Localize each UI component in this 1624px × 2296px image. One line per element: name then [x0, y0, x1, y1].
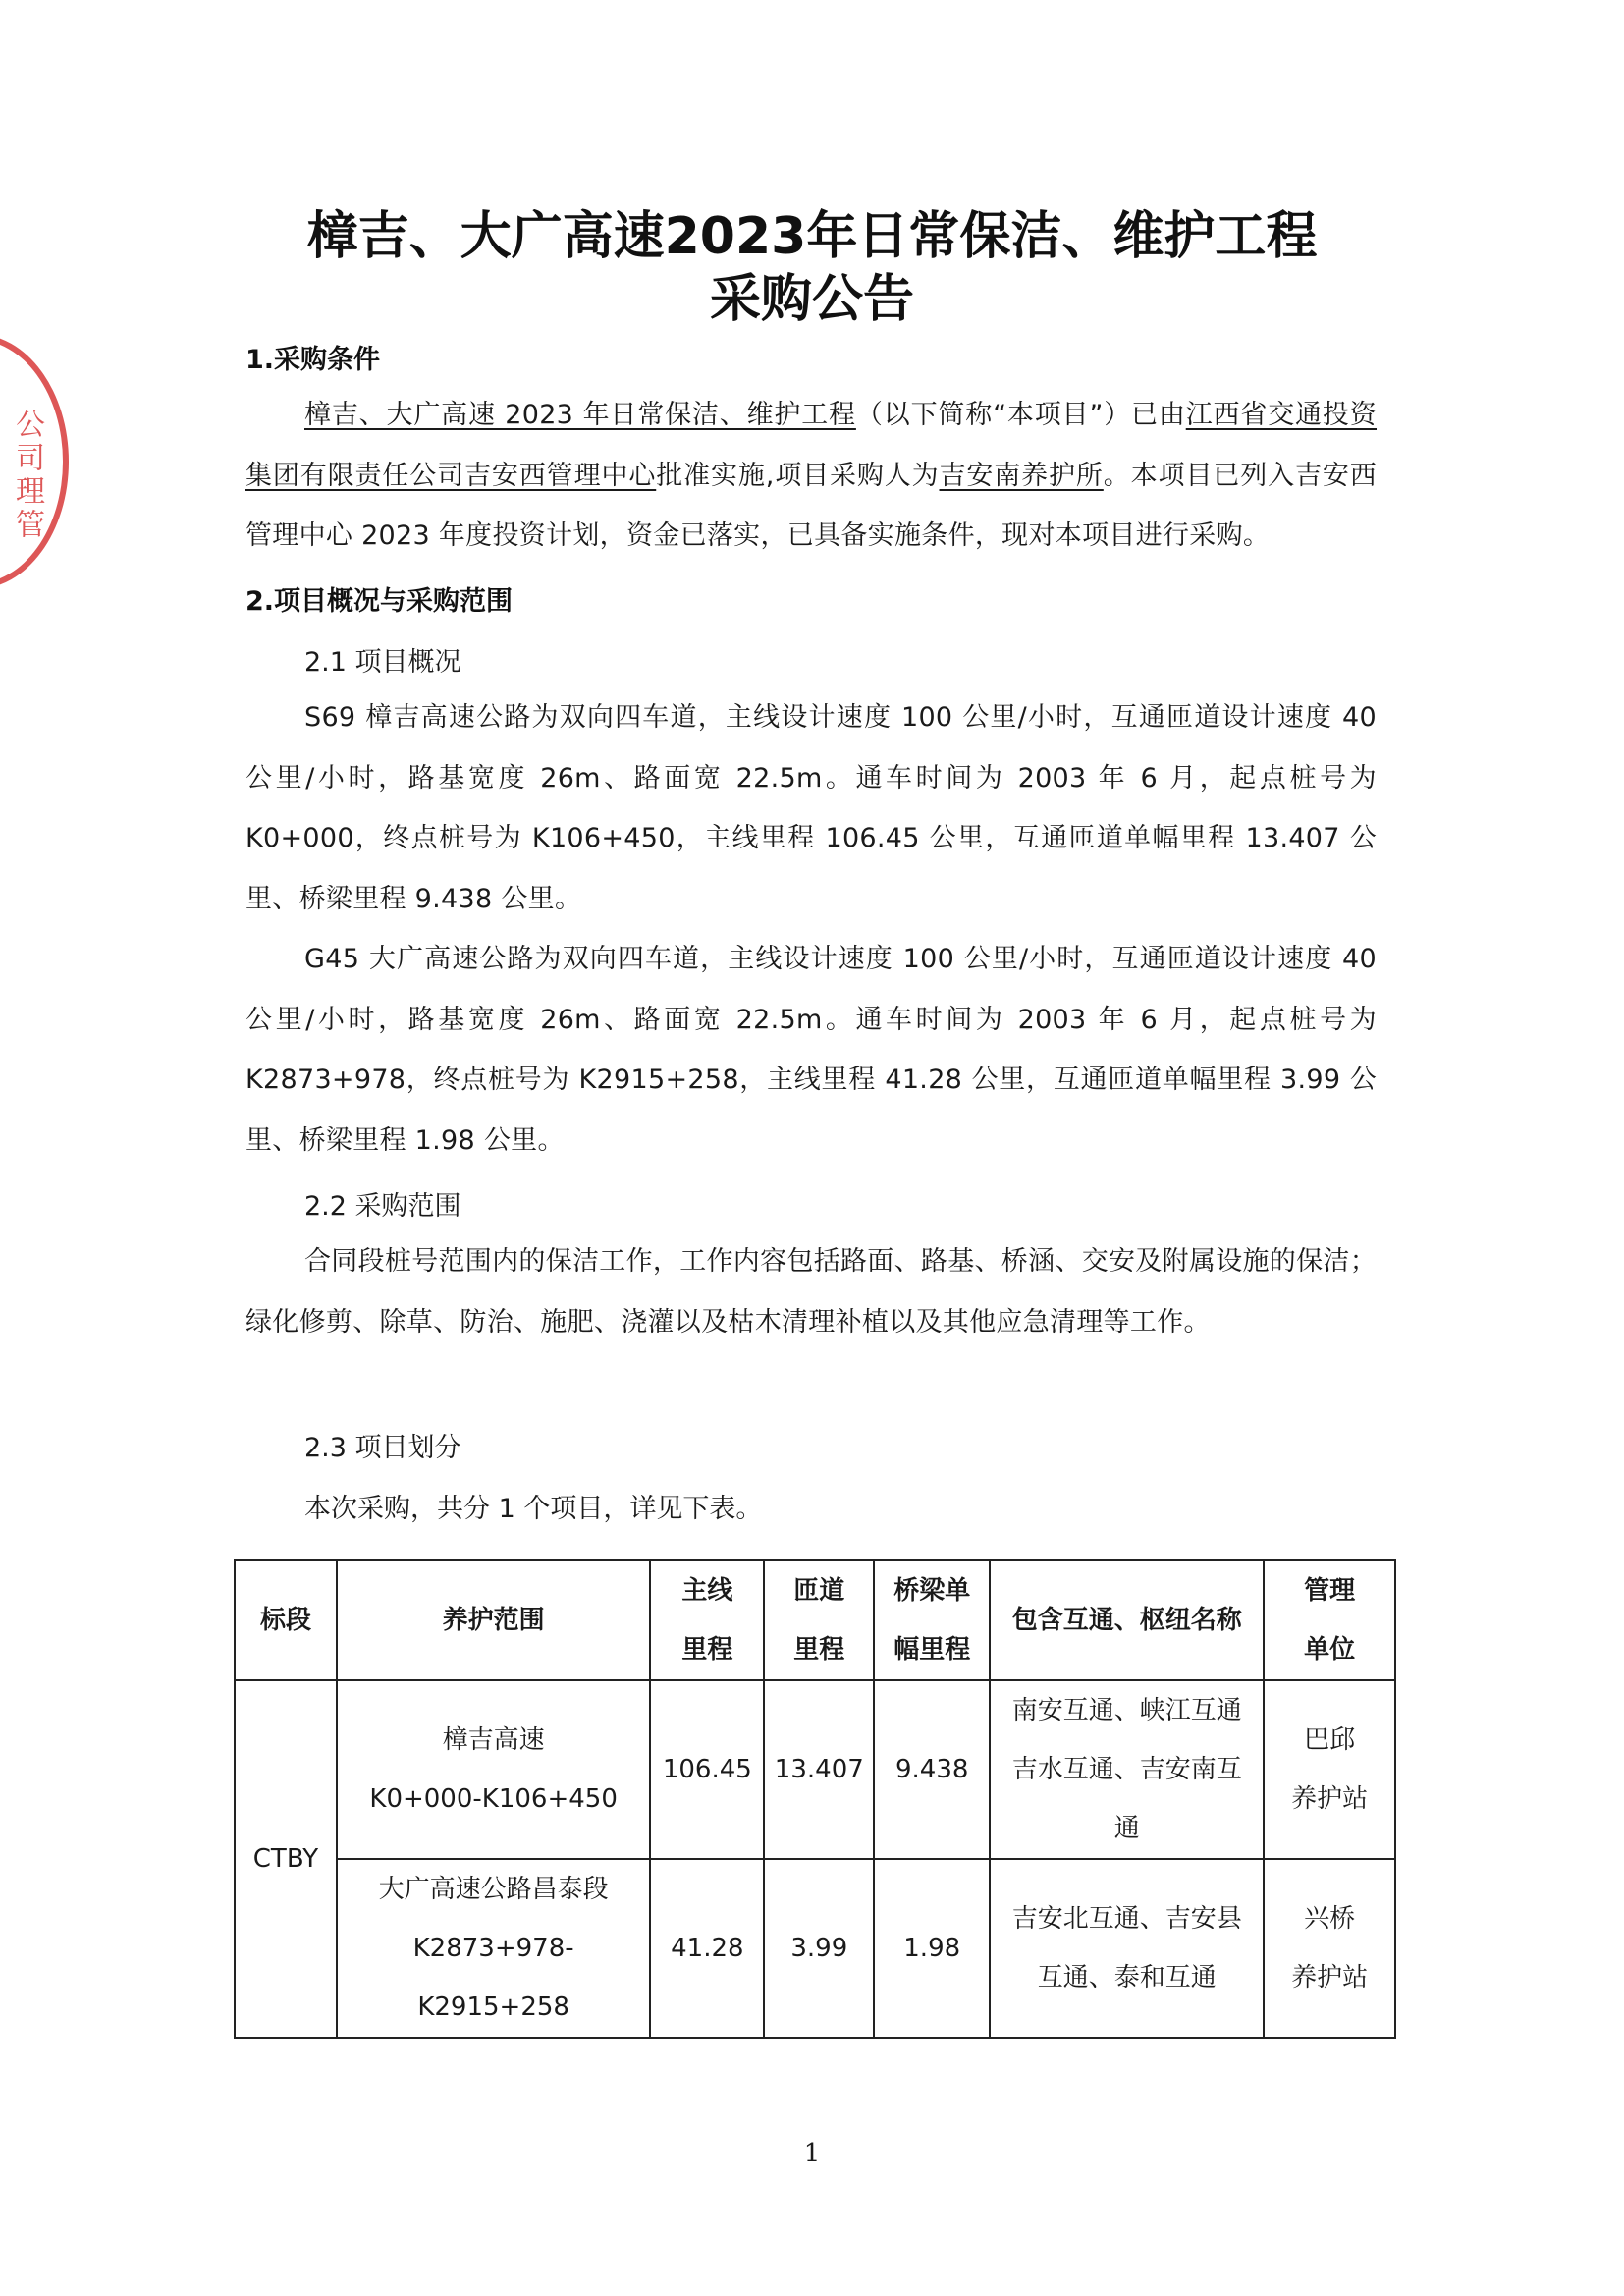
table-row	[235, 1859, 1395, 2038]
cell-main: 41.28	[650, 1859, 764, 2038]
subsection-2-3: 2.3 项目划分	[304, 1433, 461, 1463]
cell-ramp: 13.407	[764, 1680, 874, 1859]
section1-text-c: 。本项目已列入吉安西管理中心 2023 年度投资计划，资金已落实，已具备实施条件，现对本项目进行采购。	[245, 460, 1378, 551]
section1-text-a: （以下简称“本项目”）已由	[855, 400, 1186, 430]
purchaser-underlined: 吉安南养护所	[939, 460, 1104, 491]
paragraph-scope: 合同段桩号范围内的保洁工作，工作内容包括路面、路基、桥涵、交安及附属设施的保洁；绿化修剪、除草、防治、施肥、浇灌以及枯木清理补植以及其他应急清理等工作。	[245, 1246, 1377, 1338]
section1-paragraph	[245, 385, 1377, 567]
paragraph-s69: S69 樟吉高速公路为双向四车道，主线设计速度 100 公里/小时，互通匝道设计速度 40 公里/小时，路基宽度 26m、路面宽 22.5m。通车时间为 2003 年 6 月，起点桩号为 K0+000，终点桩号为 K106+450，主线里程 106.45 公里，互通匝道单幅里程 13.407 公里、桥梁里程 9.438 公里。	[245, 702, 1377, 914]
header-interchange: 包含互通、枢纽名称	[990, 1560, 1264, 1680]
seal-text: 公司理管	[10, 409, 44, 542]
cell-section-label: CTBY	[235, 1680, 337, 2038]
cell-interchange: 南安互通、峡江互通 吉水互通、吉安南互 通	[990, 1680, 1264, 1859]
project-division-table	[234, 1559, 1396, 2039]
cell-interchange: 吉安北互通、吉安县 互通、泰和互通	[990, 1859, 1264, 2038]
header-scope: 养护范围	[337, 1560, 650, 1680]
header-bridge-mileage: 桥梁单 幅里程	[874, 1560, 990, 1680]
cell-scope: 大广高速公路昌泰段 K2873+978-K2915+258	[337, 1859, 650, 2038]
paragraph-division: 本次采购，共分 1 个项目，详见下表。	[304, 1494, 763, 1524]
section2-heading: 2.项目概况与采购范围	[245, 586, 514, 617]
cell-bridge: 1.98	[874, 1859, 990, 2038]
project-name-underlined: 樟吉、大广高速 2023 年日常保洁、维护工程	[304, 400, 856, 430]
cell-scope: 樟吉高速 K0+000-K106+450	[337, 1680, 650, 1859]
section1-text-b: 批准实施,项目采购人为	[656, 460, 940, 491]
cell-main: 106.45	[650, 1680, 764, 1859]
header-section: 标段	[235, 1560, 337, 1680]
document-title-line2: 采购公告	[709, 270, 914, 329]
header-main-mileage: 主线 里程	[650, 1560, 764, 1680]
table-row	[235, 1680, 1395, 1859]
cell-bridge: 9.438	[874, 1680, 990, 1859]
cell-unit: 巴邱 养护站	[1264, 1680, 1395, 1859]
subsection-2-2: 2.2 采购范围	[304, 1191, 461, 1222]
table-header-row	[235, 1560, 1395, 1680]
red-seal-stamp	[0, 334, 69, 589]
section1-heading: 1.采购条件	[245, 345, 381, 375]
page-number: 1	[803, 2139, 821, 2168]
cell-ramp: 3.99	[764, 1859, 874, 2038]
approver-underlined: 江西省交通投资集团有限责任公司吉安西管理中心	[245, 400, 1378, 491]
subsection-2-1: 2.1 项目概况	[304, 647, 461, 678]
document-title-line1: 樟吉、大广高速2023年日常保洁、维护工程	[306, 207, 1318, 266]
paragraph-g45: G45 大广高速公路为双向四车道，主线设计速度 100 公里/小时，互通匝道设计速度 40 公里/小时，路基宽度 26m、路面宽 22.5m。通车时间为 2003 年 6 月，起点桩号为 K2873+978，终点桩号为 K2915+258，主线里程 41.28 公里，互通匝道单幅里程 3.99 公里、桥梁里程 1.98 公里。	[245, 944, 1377, 1156]
header-unit: 管理 单位	[1264, 1560, 1395, 1680]
header-ramp-mileage: 匝道 里程	[764, 1560, 874, 1680]
cell-unit: 兴桥 养护站	[1264, 1859, 1395, 2038]
